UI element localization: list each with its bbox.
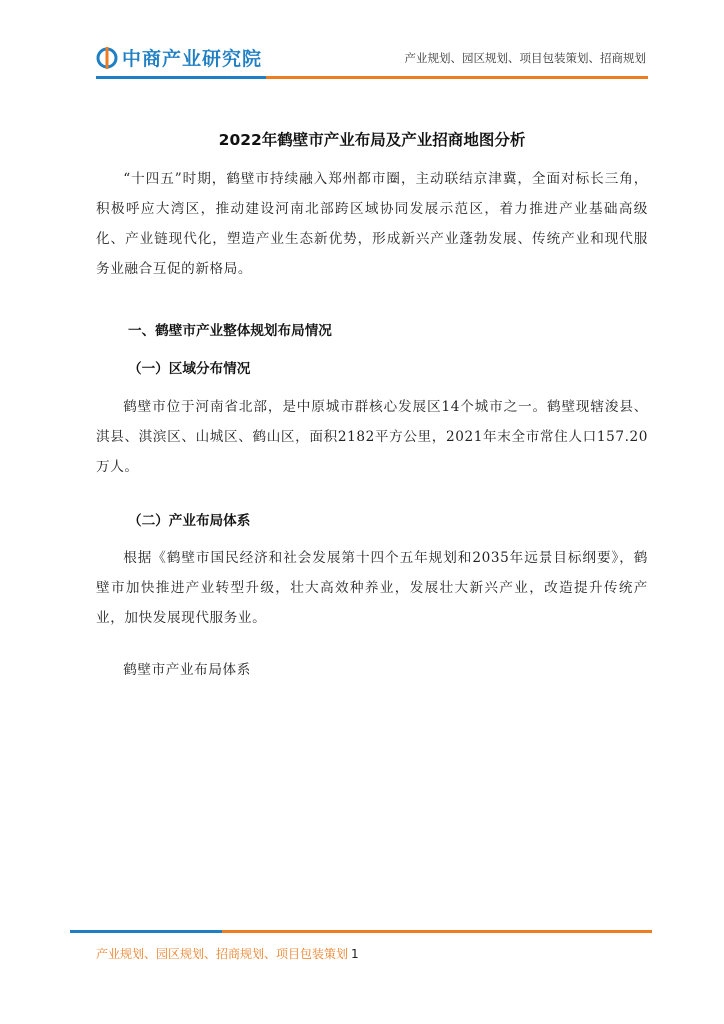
footer-tagline: 产业规划、园区规划、招商规划、项目包装策划: [96, 947, 349, 961]
page-number: 1: [351, 947, 359, 961]
footer-rule-blue: [70, 930, 222, 933]
intro-paragraph: “十四五”时期，鹤壁市持续融入郑州都市圈，主动联结京津冀，全面对标长三角，积极呼应大湾区，推动建设河南北部跨区域协同发展示范区，着力推进产业基础高级化、产业链现代化，塑造产业生态新优势，形成新兴产业蓬勃发展、传统产业和现代服务业融合互促的新格局。: [96, 171, 648, 277]
footer-rule-orange: [222, 930, 652, 933]
logo-icon: [96, 47, 118, 69]
footer: [96, 945, 359, 962]
section-heading: 一、鹤壁市产业整体规划布局情况: [128, 323, 332, 339]
figure-caption: 鹤壁市产业布局体系: [123, 662, 251, 678]
subsection-heading-industry: （二）产业布局体系: [128, 513, 251, 529]
logo-text: 中商产业研究院: [122, 48, 263, 70]
header-tagline: 产业规划、园区规划、项目包装策划、招商规划: [404, 51, 646, 65]
header-rule-orange: [266, 76, 648, 79]
industry-paragraph: 根据《鹤壁市国民经济和社会发展第十四个五年规划和2035年远景目标纲要》，鹤壁市加快推进产业转型升级，壮大高效种养业，发展壮大新兴产业，改造提升传统产业，加快发展现代服务业。: [96, 550, 648, 626]
document-title: 2022年鹤壁市产业布局及产业招商地图分析: [218, 131, 526, 149]
region-paragraph: 鹤壁市位于河南省北部，是中原城市群核心发展区14个城市之一。鹤壁现辖浚县、淇县、淇滨区、山城区、鹤山区，面积2182平方公里，2021年末全市常住人口157.20万人。: [96, 399, 648, 475]
subsection-heading-region: （一）区域分布情况: [128, 361, 251, 377]
company-logo: [96, 44, 262, 71]
header-rule-blue: [96, 76, 266, 79]
